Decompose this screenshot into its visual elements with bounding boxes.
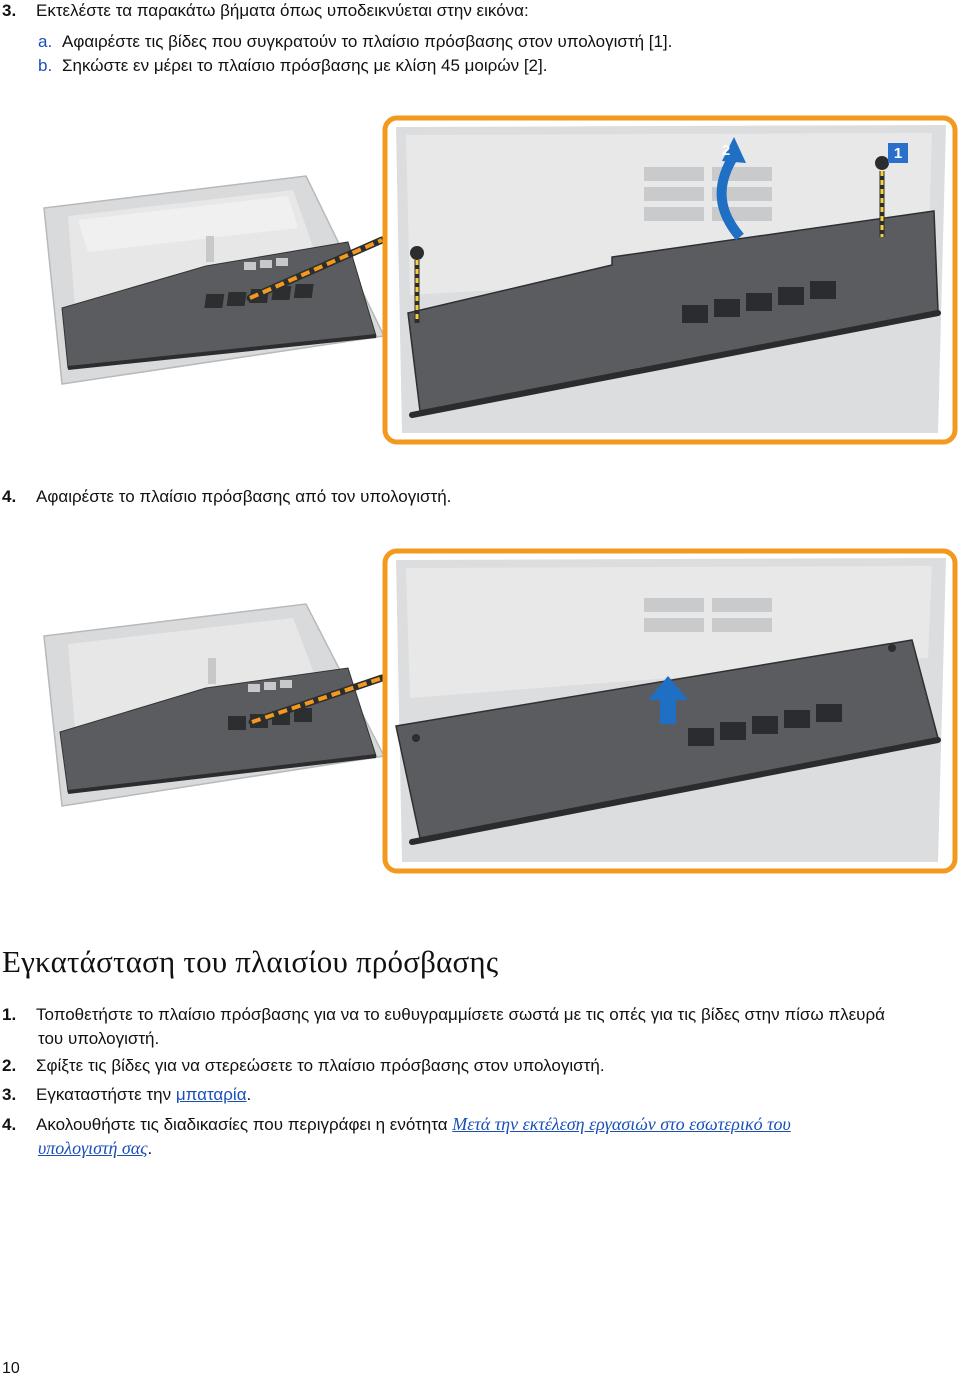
step-number: 1. — [2, 1005, 17, 1024]
page-number: 10 — [2, 1360, 20, 1377]
install-step-3 — [2, 1084, 251, 1106]
substep-label: b. — [38, 56, 53, 75]
step-text: Τοποθετήστε το πλαίσιο πρόσβασης για να το ευθυγραμμίσετε σωστά με τις οπές για τις βίδες στην πίσω πλευρά — [36, 1005, 885, 1024]
install-step-1 — [2, 1004, 885, 1026]
step-text: . — [246, 1085, 252, 1104]
figure-2-detail-image — [382, 548, 958, 874]
section-title: Εγκατάσταση του πλαισίου πρόσβασης — [2, 944, 499, 979]
step-4 — [2, 486, 451, 508]
figure-1-overview-image — [38, 168, 388, 400]
callout-2: 2 — [721, 142, 731, 159]
install-step-4-cont — [38, 1137, 152, 1160]
step-number: 3. — [2, 1085, 17, 1104]
substep-a — [38, 31, 672, 53]
install-step-4 — [2, 1113, 791, 1136]
figure-2-overview-image — [38, 596, 388, 822]
step-text: Αφαιρέστε το πλαίσιο πρόσβασης από τον υπολογιστή. — [36, 487, 452, 506]
step-number: 4. — [2, 1115, 17, 1134]
after-work-link[interactable]: Μετά την εκτέλεση εργασιών στο εσωτερικό του — [452, 1114, 791, 1134]
callout-1: 1 — [893, 145, 903, 162]
step-text: Ακολουθήστε τις διαδικασίες που περιγράφει η ενότητα — [36, 1115, 453, 1134]
battery-link[interactable]: μπαταρία — [175, 1085, 247, 1104]
step-text: Εκτελέστε τα παρακάτω βήματα όπως υποδεικνύεται στην εικόνα: — [36, 1, 529, 20]
install-step-1-cont — [38, 1028, 159, 1050]
step-text: Εγκαταστήστε την — [36, 1085, 176, 1104]
substep-text: Σηκώστε εν μέρει το πλαίσιο πρόσβασης με κλίση 45 μοιρών [2]. — [62, 56, 548, 75]
substep-text: Αφαιρέστε τις βίδες που συγκρατούν το πλαίσιο πρόσβασης στον υπολογιστή [1]. — [62, 32, 673, 51]
step-number: 3. — [2, 1, 17, 20]
step-number: 4. — [2, 487, 17, 506]
step-text: του υπολογιστή. — [38, 1029, 160, 1048]
install-step-2 — [2, 1055, 605, 1077]
figure-1-detail-image — [382, 115, 958, 445]
step-3 — [2, 0, 529, 22]
step-text: Σφίξτε τις βίδες για να στερεώσετε το πλαίσιο πρόσβασης στον υπολογιστή. — [36, 1056, 605, 1075]
step-number: 2. — [2, 1056, 17, 1075]
step-text: . — [147, 1139, 153, 1158]
after-work-link-cont[interactable]: υπολογιστή σας — [38, 1138, 148, 1158]
substep-label: a. — [38, 32, 53, 51]
substep-b — [38, 55, 547, 77]
